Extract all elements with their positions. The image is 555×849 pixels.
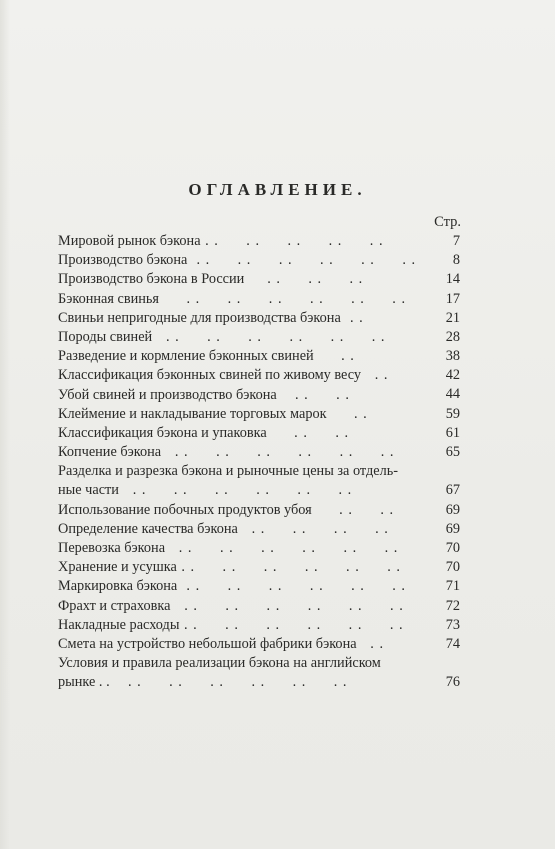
dot-leader: . . . . . . . . . . . . bbox=[159, 290, 407, 307]
toc-entry bbox=[58, 405, 460, 424]
toc-entry-title: Классификация бэкона и упаковка bbox=[58, 424, 267, 441]
toc-entry-page: 42 bbox=[445, 367, 460, 384]
dot-leader: . . . . . . . . . . . . bbox=[118, 482, 353, 499]
dot-leader: . . . . . . . . . . . . bbox=[152, 328, 386, 345]
toc-entry bbox=[58, 386, 460, 405]
toc-entry bbox=[58, 616, 460, 635]
toc-entry-title: Свиньи непригодные для производства бэкона bbox=[58, 309, 341, 326]
toc-entry-title: Копчение бэкона bbox=[58, 444, 162, 461]
toc-entry-title: Условия и правила реализации бэкона на английском bbox=[58, 655, 381, 672]
toc-entry bbox=[58, 558, 460, 577]
toc-entry bbox=[58, 501, 460, 520]
toc-entry-title: Производство бэкона bbox=[58, 252, 188, 269]
table-of-contents bbox=[58, 232, 460, 693]
toc-entry-title: Использование побочных продуктов убоя bbox=[58, 501, 312, 518]
toc-entry-page: 38 bbox=[445, 348, 460, 365]
dot-leader: . . . . . . . . . . . . bbox=[179, 616, 404, 633]
dot-leader: . . bbox=[313, 348, 355, 365]
toc-entry bbox=[58, 597, 460, 616]
toc-entry-page: 73 bbox=[445, 616, 460, 633]
toc-entry bbox=[58, 347, 460, 366]
toc-entry bbox=[58, 366, 460, 385]
toc-entry bbox=[58, 424, 460, 443]
dot-leader: . . . . . . . . . . . . bbox=[165, 540, 399, 557]
dot-leader: . . bbox=[326, 405, 368, 422]
toc-entry bbox=[58, 462, 460, 500]
toc-entry bbox=[58, 309, 460, 328]
dot-leader: . . . . . . . . . . bbox=[200, 233, 384, 249]
toc-entry-page: 70 bbox=[445, 559, 460, 576]
toc-entry-title: Перевозка бэкона bbox=[58, 540, 166, 557]
toc-entry-title: Разделка и разрезка бэкона и рыночные цены за отдель- bbox=[58, 463, 398, 480]
toc-entry-page: 7 bbox=[452, 232, 460, 249]
dot-leader: . . bbox=[340, 309, 364, 326]
page-title: ОГЛАВЛЕНИЕ. bbox=[188, 180, 367, 199]
dot-leader: . . . . bbox=[266, 424, 350, 441]
toc-entry bbox=[58, 539, 460, 558]
toc-entry-title-cont: ные части bbox=[58, 482, 119, 499]
dot-leader: . . . . . . . . . . . . bbox=[187, 252, 417, 269]
dot-leader: . . . . . . . . . . . . bbox=[161, 444, 395, 461]
dot-leader: . . . . . . . . . . . . bbox=[109, 674, 348, 691]
toc-entry bbox=[58, 251, 460, 270]
toc-entry-page: 74 bbox=[445, 635, 460, 652]
dot-leader: . . . . bbox=[276, 386, 350, 403]
dot-leader: . . . . . . . . bbox=[237, 520, 389, 537]
toc-entry-title: Породы свиней bbox=[58, 328, 153, 345]
toc-entry-title: Бэконная свинья bbox=[58, 290, 160, 307]
toc-entry-page: 65 bbox=[445, 444, 460, 461]
toc-entry bbox=[58, 232, 460, 251]
toc-entry-title: Накладные расходы bbox=[58, 616, 180, 633]
dot-leader: . . . . . . . . . . . . bbox=[176, 559, 401, 576]
dot-leader: . . . . . . bbox=[244, 271, 364, 288]
toc-entry-title: Определение качества бэкона bbox=[58, 520, 238, 537]
toc-entry-page: 44 bbox=[445, 386, 460, 403]
toc-entry bbox=[58, 290, 460, 309]
toc-entry bbox=[58, 520, 460, 539]
toc-entry bbox=[58, 654, 460, 692]
toc-entry-page: 28 bbox=[445, 328, 460, 345]
toc-entry-title-cont: рынке . . bbox=[58, 674, 110, 691]
toc-entry bbox=[58, 635, 460, 654]
toc-entry-page: 71 bbox=[445, 578, 460, 595]
toc-entry bbox=[58, 577, 460, 596]
toc-entry-page: 72 bbox=[445, 597, 460, 614]
toc-entry-page: 76 bbox=[445, 674, 460, 691]
dot-leader: . . . . . . . . . . . . bbox=[170, 597, 404, 614]
toc-entry-title: Разведение и кормление бэконных свиней bbox=[58, 348, 314, 365]
page-column-label: Стр. bbox=[434, 214, 461, 230]
dot-leader: . . . . . . . . . . . . bbox=[177, 578, 406, 595]
toc-entry-title: Маркировка бэкона bbox=[58, 578, 178, 595]
toc-entry-page: 67 bbox=[445, 482, 460, 499]
dot-leader: . . . . bbox=[311, 501, 395, 518]
toc-entry-title: Убой свиней и производство бэкона bbox=[58, 386, 277, 403]
toc-entry-page: 61 bbox=[445, 424, 460, 441]
toc-entry-page: 8 bbox=[452, 252, 460, 269]
toc-entry-title: Хранение и усушка bbox=[58, 559, 177, 576]
toc-entry-title: Производство бэкона в России bbox=[58, 271, 245, 288]
toc-entry-page: 69 bbox=[445, 501, 460, 518]
toc-entry-title: Фрахт и страховка bbox=[58, 597, 171, 614]
toc-entry-page: 70 bbox=[445, 540, 460, 556]
toc-entry-title: Клеймение и накладывание торговых марок bbox=[58, 405, 327, 422]
dot-leader: . . bbox=[356, 635, 385, 652]
toc-entry-title: Мировой рынок бэкона bbox=[58, 233, 201, 249]
toc-entry-page: 59 bbox=[445, 405, 460, 422]
toc-entry-page: 69 bbox=[445, 520, 460, 537]
toc-entry bbox=[58, 328, 460, 347]
toc-entry-title: Смета на устройство небольшой фабрики бэкона bbox=[58, 635, 357, 652]
toc-entry-title: Классификация бэконных свиней по живому весу bbox=[58, 367, 362, 384]
toc-entry-page: 17 bbox=[445, 290, 460, 307]
dot-leader: . . bbox=[361, 367, 389, 384]
toc-entry bbox=[58, 270, 460, 289]
toc-entry-page: 21 bbox=[445, 309, 460, 326]
toc-entry bbox=[58, 443, 460, 462]
toc-entry-page: 14 bbox=[445, 271, 460, 288]
